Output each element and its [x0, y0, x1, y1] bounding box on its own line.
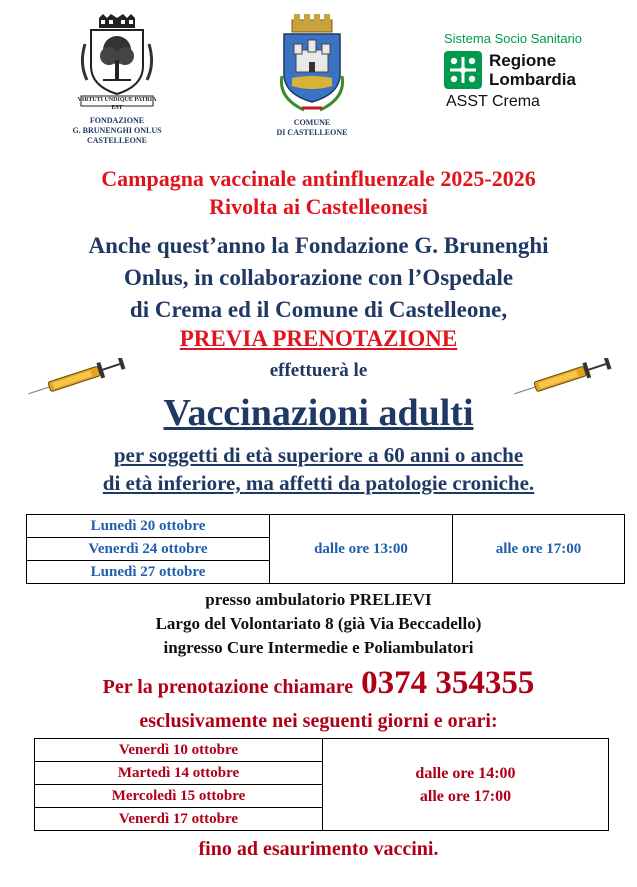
campaign-title-line1: Campagna vaccinale antinfluenzale 2025-2026	[101, 166, 536, 191]
booking-date-1: Venerdì 10 ottobre	[35, 739, 323, 762]
location-line1: presso ambulatorio PRELIEVI	[205, 590, 432, 609]
booking-times	[323, 739, 609, 831]
location-block	[0, 588, 637, 660]
region-rose-icon	[444, 51, 482, 89]
vaccination-time-from: dalle ore 13:00	[270, 515, 453, 584]
campaign-title	[0, 165, 637, 221]
comune-caption-line1: COMUNE	[293, 118, 331, 127]
comune-crest-icon	[274, 14, 350, 116]
vaccination-title: Vaccinazioni adulti	[163, 392, 474, 434]
booking-schedule-table	[34, 738, 609, 831]
booking-date-3: Mercoledì 15 ottobre	[35, 785, 323, 808]
footer-note: fino ad esaurimento vaccini.	[198, 838, 439, 860]
region-system-label: Sistema Socio Sanitario	[444, 31, 583, 46]
region-name-line1: Regione	[489, 51, 557, 70]
phone-line	[0, 663, 637, 709]
intro-line2: Onlus, in collaborazione con l’Ospedale	[123, 265, 514, 290]
intro-paragraph	[0, 230, 637, 326]
foundation-motto: VIRTUTI UNDIQUE PATRIA EST	[77, 97, 157, 111]
foundation-caption-line2: G. BRUNENGHI ONLUS	[72, 126, 162, 135]
vaccination-date-2: Venerdì 24 ottobre	[27, 538, 270, 561]
foundation-caption-line3: CASTELLEONE	[86, 136, 148, 145]
comune-caption	[262, 118, 362, 138]
booking-required-notice: PREVIA PRENOTAZIONE	[179, 326, 458, 351]
location-line3: ingresso Cure Intermedie e Poliambulatori	[163, 638, 474, 657]
target-line1: per soggetti di età superiore a 60 anni o anche	[113, 443, 524, 467]
booking-time-from: dalle ore 14:00	[415, 764, 516, 782]
vaccination-schedule-table	[26, 514, 625, 584]
intro-line3: di Crema ed il Comune di Castelleone,	[129, 297, 508, 322]
booking-hours-intro: esclusivamente nei seguenti giorni e orari:	[139, 710, 498, 732]
target-population	[0, 441, 637, 497]
intro-line1: Anche quest’anno la Fondazione G. Brunenghi	[88, 233, 549, 258]
foundation-caption	[62, 116, 172, 146]
phone-label: Per la prenotazione chiamare	[102, 676, 354, 698]
will-do-text: effettuerà le	[269, 360, 368, 381]
comune-caption-line2: DI CASTELLEONE	[276, 128, 348, 137]
region-name-line2: Lombardia	[489, 70, 576, 89]
vaccination-date-3: Lunedì 27 ottobre	[27, 561, 270, 584]
target-line2: di età inferiore, ma affetti da patologie croniche.	[102, 471, 535, 495]
booking-date-2: Martedì 14 ottobre	[35, 762, 323, 785]
location-line2: Largo del Volontariato 8 (già Via Beccadello)	[155, 614, 482, 633]
campaign-title-line2: Rivolta ai Castelleonesi	[209, 194, 428, 219]
region-asst-label: ASST Crema	[446, 93, 540, 110]
booking-time-to: alle ore 17:00	[419, 787, 512, 805]
vaccination-time-to: alle ore 17:00	[453, 515, 625, 584]
foundation-caption-line1: FONDAZIONE	[89, 116, 145, 125]
phone-number[interactable]: 0374 354355	[361, 665, 535, 701]
booking-date-4: Venerdì 17 ottobre	[35, 808, 323, 831]
vaccination-date-1: Lunedì 20 ottobre	[27, 515, 270, 538]
